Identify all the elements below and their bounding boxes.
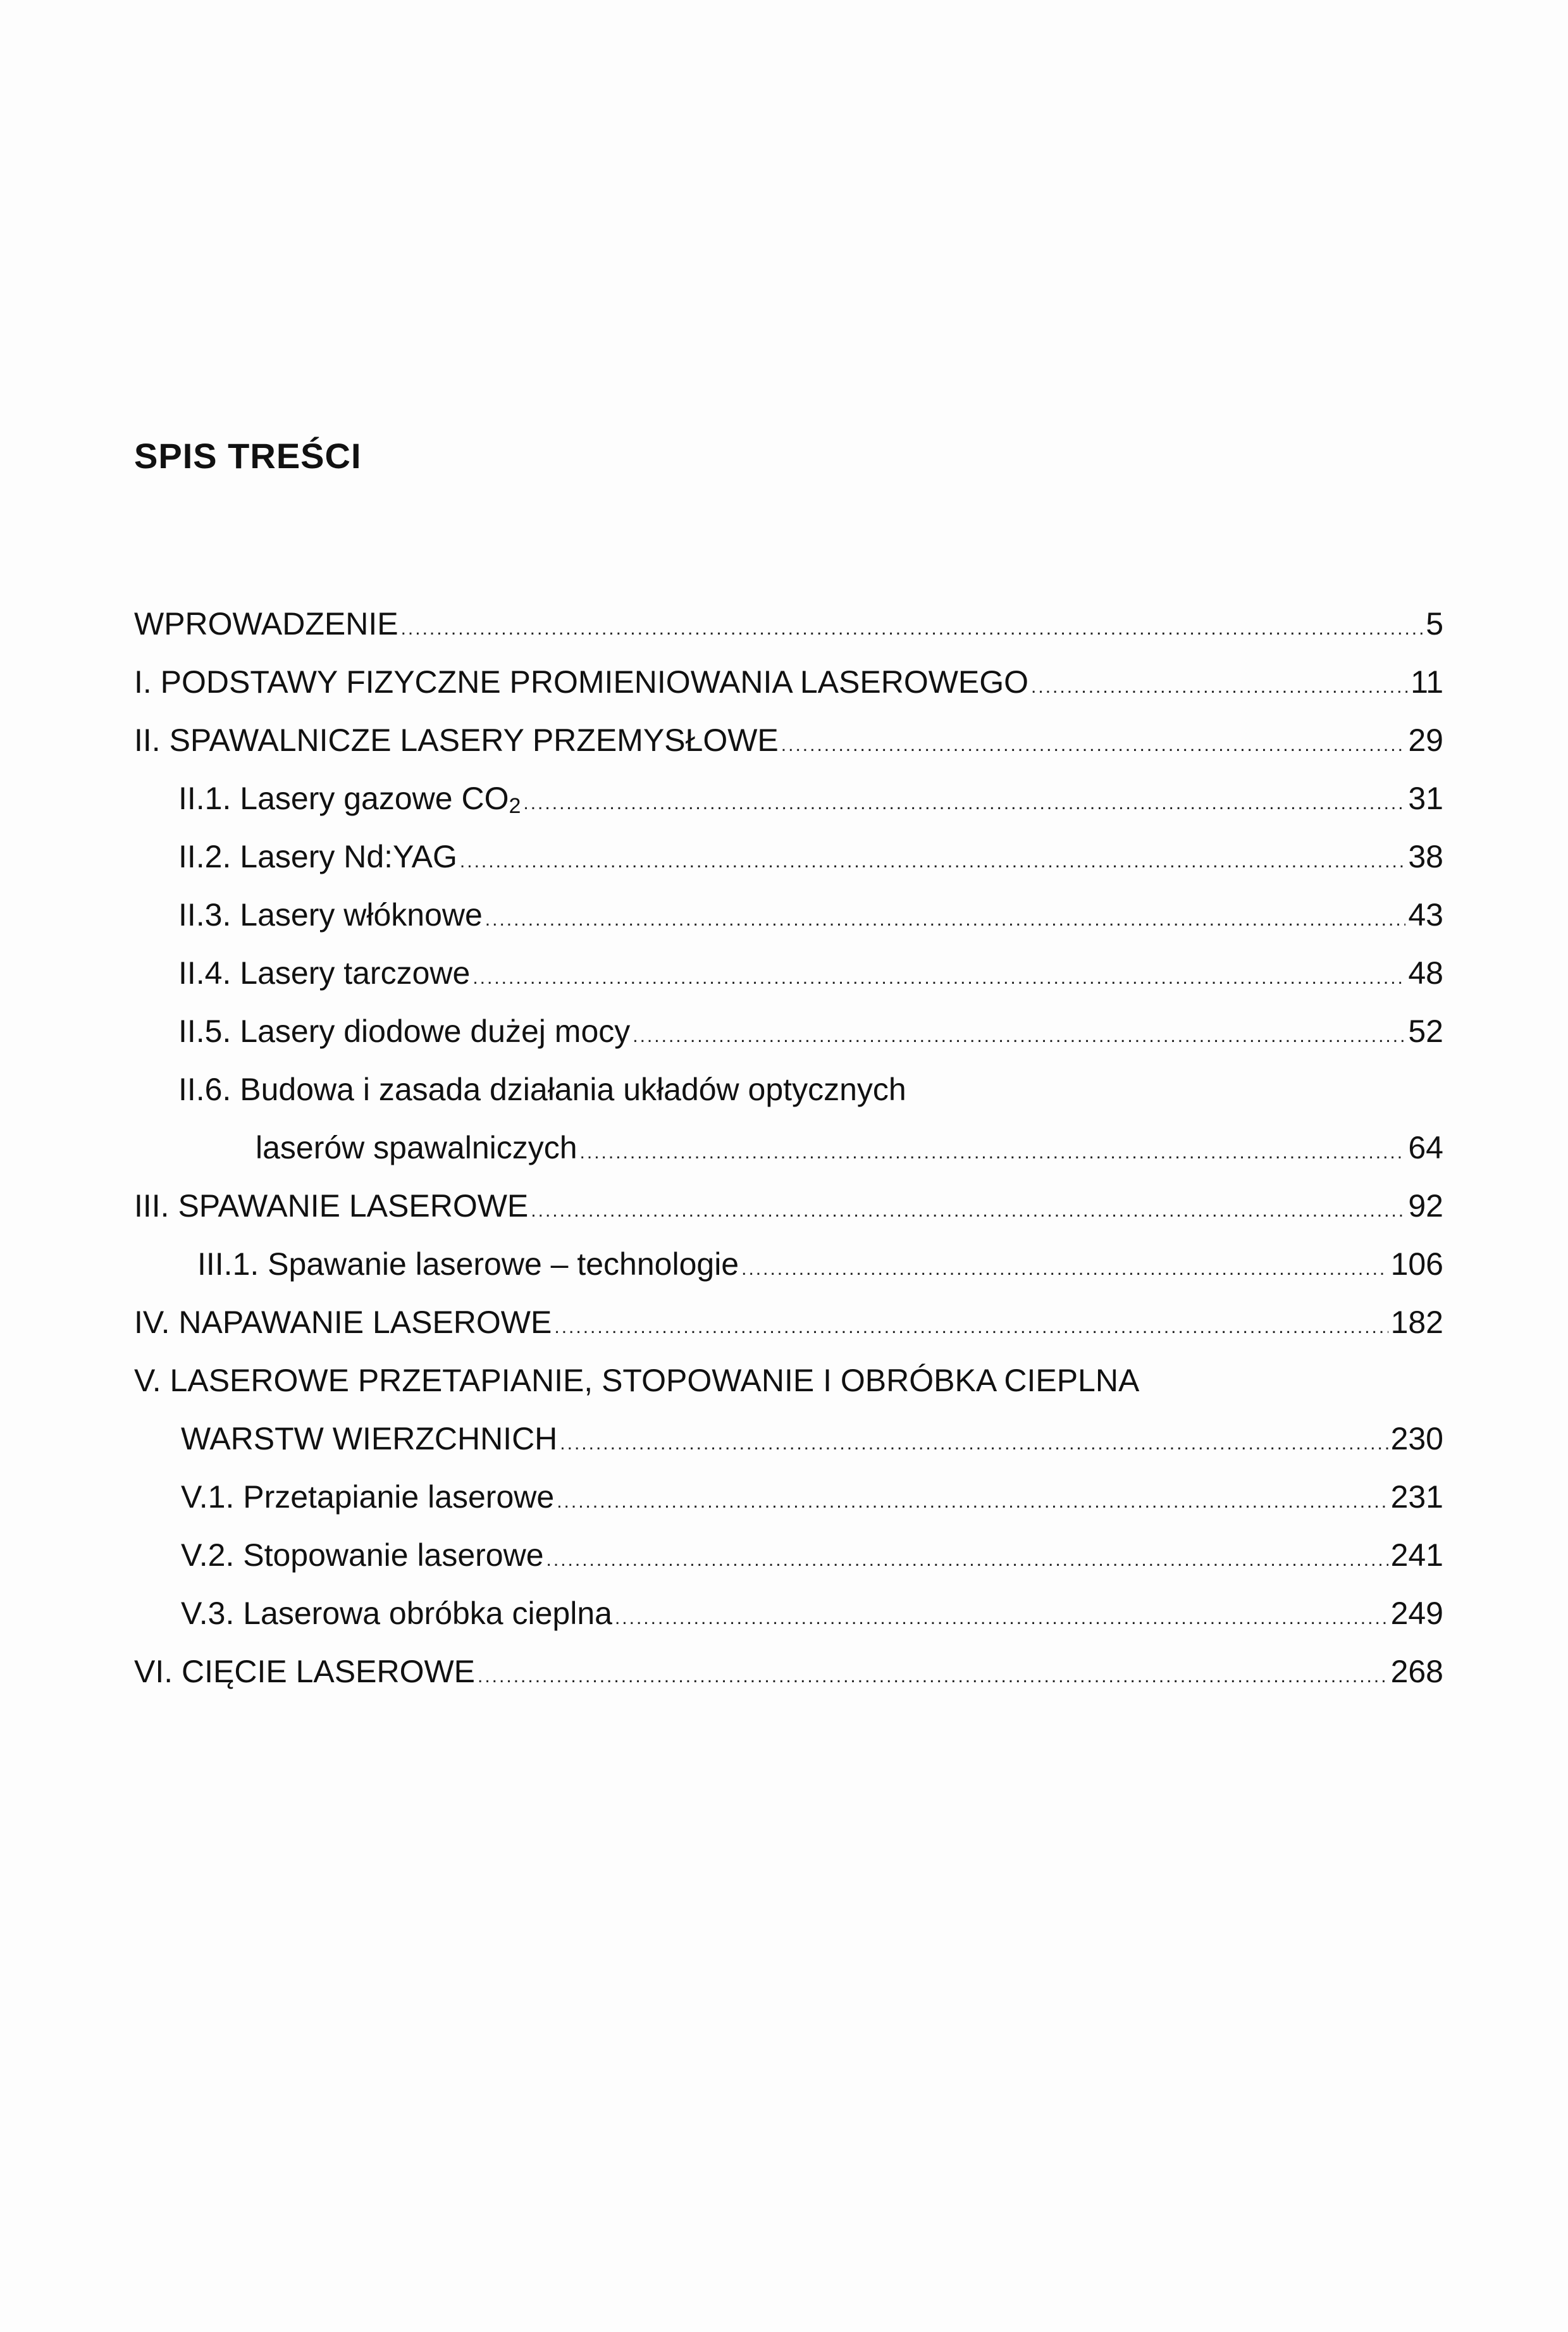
toc-entry-chapter-2[interactable] [134,711,1443,769]
toc-entry-label: II.4. Lasery tarczowe [178,955,471,991]
toc-entry-page: 29 [1408,723,1443,758]
toc-entry-section-3-1[interactable] [134,1235,1443,1293]
toc-entry-label: II.6. Budowa i zasada działania układów optycznych [178,1072,906,1107]
toc-entry-label: I. PODSTAWY FIZYCZNE PROMIENIOWANIA LASEROWEGO [134,664,1029,700]
toc-title: SPIS TREŚCI [134,436,362,476]
toc-entry-label: V.1. Przetapianie laserowe [181,1479,555,1515]
toc-entry-section-5-3[interactable] [134,1584,1443,1642]
toc-entry-label-continuation: laserów spawalniczych [256,1130,577,1165]
toc-entry-chapter-6[interactable] [134,1642,1443,1701]
toc-entry-section-2-6[interactable] [134,1060,1443,1119]
subscript: 2 [509,794,521,818]
toc-entry-label: II.2. Lasery Nd:YAG [178,839,457,874]
toc-entry-page: 5 [1426,606,1443,642]
toc-entry-label: III. SPAWANIE LASEROWE [134,1188,529,1224]
toc-entry-section-2-6-continuation[interactable] [134,1119,1443,1177]
leader-dots [478,1647,1388,1706]
toc-entry-chapter-5-continuation[interactable] [134,1410,1443,1468]
toc-entry-label-continuation: WARSTW WIERZCHNICH [181,1421,558,1456]
toc-entry-section-2-5[interactable] [134,1002,1443,1060]
leader-dots [554,1298,1388,1356]
toc-entry-section-2-3[interactable] [134,886,1443,944]
leader-dots [633,1007,1405,1065]
toc-entry-page: 241 [1390,1537,1443,1573]
toc-entry-page: 11 [1411,664,1443,700]
toc-entry-label: II. SPAWALNICZE LASERY PRZEMYSŁOWE [134,723,779,758]
leader-dots [580,1124,1406,1182]
toc-entry-label: II.5. Lasery diodowe dużej mocy [178,1014,631,1049]
leader-dots [485,891,1406,949]
leader-dots [401,600,1424,658]
toc-entry-chapter-4[interactable] [134,1293,1443,1351]
toc-entry-label: III.1. Spawanie laserowe – technologie [197,1246,739,1282]
toc-entry-wprowadzenie[interactable] [134,595,1443,653]
toc-entry-page: 31 [1408,781,1443,816]
leader-dots [1031,658,1408,716]
toc-entry-page: 231 [1390,1479,1443,1515]
toc-entry-section-5-1[interactable] [134,1468,1443,1526]
toc-entry-section-2-1[interactable] [134,769,1443,828]
toc-entry-page: 92 [1408,1188,1443,1224]
toc-entry-page: 48 [1408,955,1443,991]
leader-dots [557,1473,1388,1531]
table-of-contents [134,595,1443,1701]
toc-entry-label: V.3. Laserowa obróbka cieplna [181,1596,612,1631]
toc-entry-page: 268 [1390,1654,1443,1689]
toc-entry-label: IV. NAPAWANIE LASEROWE [134,1305,552,1340]
leader-dots [531,1182,1405,1240]
toc-entry-section-2-4[interactable] [134,944,1443,1002]
toc-entry-label: II.3. Lasery włóknowe [178,897,483,933]
toc-entry-page: 230 [1390,1421,1443,1456]
toc-entry-page: 182 [1390,1305,1443,1340]
toc-entry-page: 38 [1408,839,1443,874]
leader-dots [560,1415,1388,1473]
toc-entry-page: 52 [1408,1014,1443,1049]
toc-entry-label: V.2. Stopowanie laserowe [181,1537,544,1573]
leader-dots [615,1589,1388,1647]
toc-entry-chapter-5[interactable] [134,1351,1443,1410]
toc-entry-page: 249 [1390,1596,1443,1631]
toc-entry-page: 43 [1408,897,1443,933]
toc-entry-label: VI. CIĘCIE LASEROWE [134,1654,476,1689]
toc-entry-label [178,769,521,828]
toc-entry-page: 64 [1408,1130,1443,1165]
toc-entry-chapter-1[interactable] [134,653,1443,711]
leader-dots [546,1531,1388,1589]
toc-entry-section-5-2[interactable] [134,1526,1443,1584]
leader-dots [523,774,1405,833]
leader-dots [741,1240,1388,1298]
toc-entry-chapter-3[interactable] [134,1177,1443,1235]
leader-dots [460,833,1405,891]
toc-entry-label: WPROWADZENIE [134,606,398,642]
toc-entry-label-text: II.1. Lasery gazowe CO [178,781,509,816]
toc-entry-page: 106 [1390,1246,1443,1282]
leader-dots [472,949,1405,1007]
leader-dots [781,716,1406,774]
toc-entry-section-2-2[interactable] [134,828,1443,886]
toc-entry-label: V. LASEROWE PRZETAPIANIE, STOPOWANIE I OBRÓBKA CIEPLNA [134,1363,1140,1398]
